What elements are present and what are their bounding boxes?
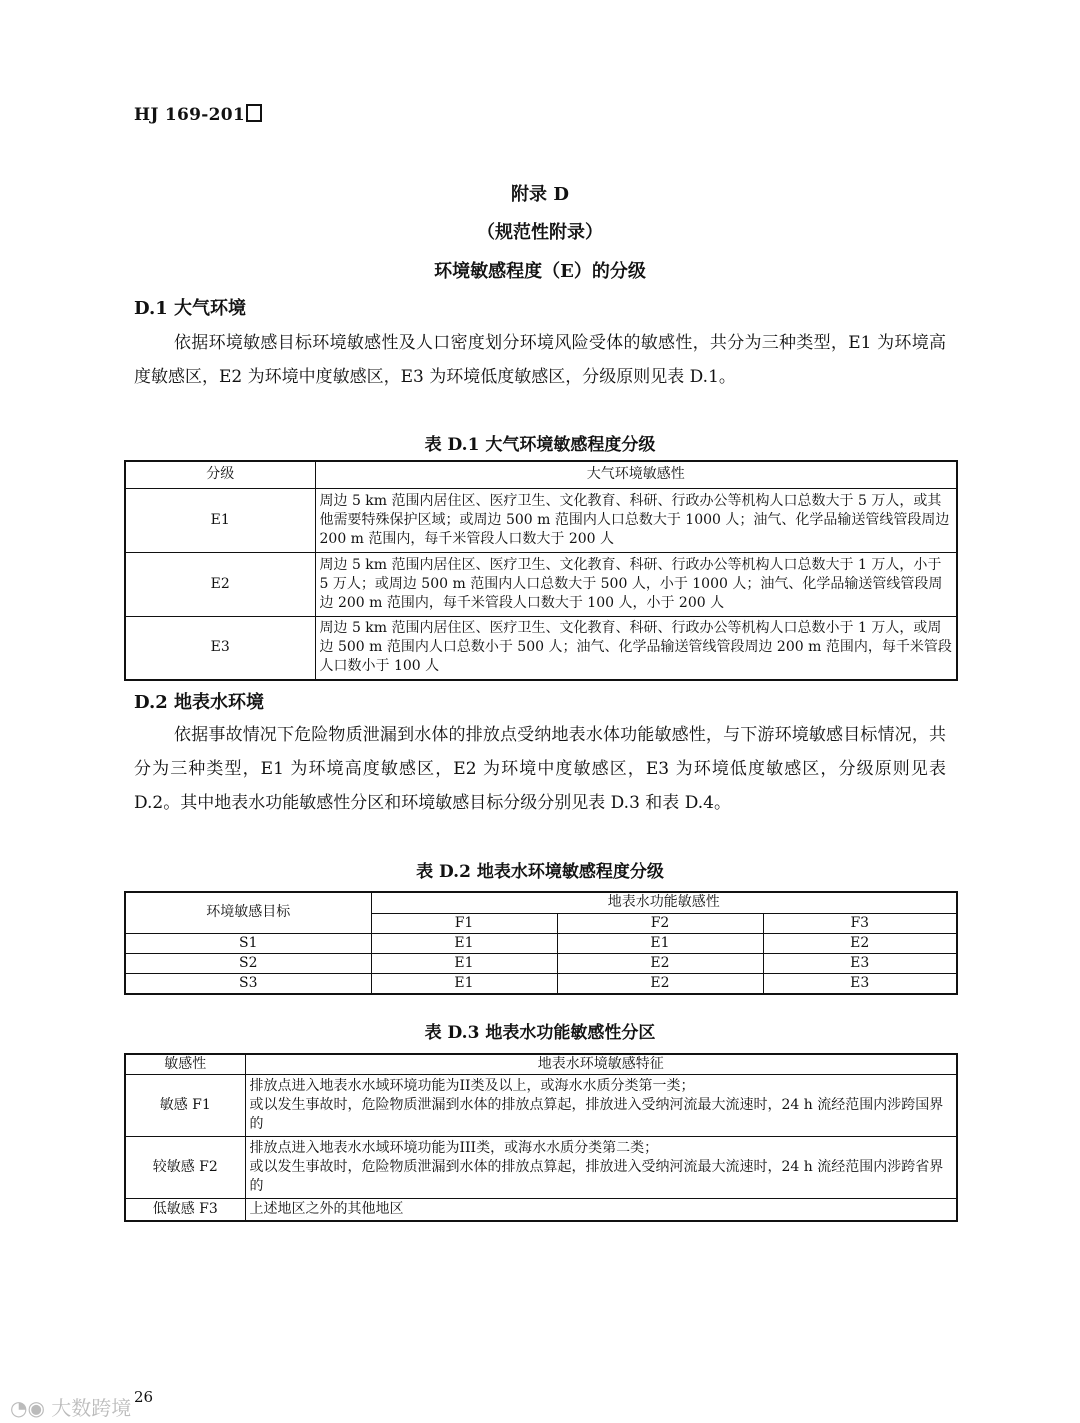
- table-d2-caption: 表 D.2 地表水环境敏感程度分级: [416, 862, 664, 882]
- level-cell: 较敏感 F2: [125, 1137, 245, 1199]
- level-cell: 低敏感 F3: [125, 1199, 245, 1221]
- value-cell: E3: [763, 953, 957, 973]
- row-label: S1: [125, 933, 371, 953]
- table-d1: [124, 460, 958, 681]
- placeholder-box-icon: [246, 104, 262, 122]
- appendix-title: 附录 D: [511, 184, 569, 205]
- appendix-heading: 环境敏感程度（E）的分级: [434, 261, 646, 282]
- value-cell: E1: [371, 953, 557, 973]
- row-header-target: 环境敏感目标: [125, 892, 371, 933]
- value-cell: E1: [371, 973, 557, 994]
- table-d1-caption: 表 D.1 大气环境敏感程度分级: [424, 435, 656, 455]
- table-d3-header-level: 敏感性: [125, 1054, 245, 1075]
- feature-cell: [245, 1199, 957, 1221]
- table-row: [125, 1137, 957, 1199]
- col-header-f2: F2: [557, 913, 763, 933]
- description-cell: 周边 5 km 范围内居住区、医疗卫生、文化教育、科研、行政办公等机构人口总数大于 1 万人，小于 5 万人；或周边 500 m 范围内人口总数大于 500 人，小于 1000 人；油气、化学品输送管线管段周边 200 m 范围内，每千米管段人口数大于 100 人，小于 200 人: [315, 552, 957, 616]
- section-d1-paragraph: 依据环境敏感目标环境敏感性及人口密度划分环境风险受体的敏感性，共分为三种类型，E1 为环境高度敏感区，E2 为环境中度敏感区，E3 为环境低度敏感区，分级原则见表 D.1。: [134, 333, 946, 387]
- table-d3-header-feature: 地表水环境敏感特征: [245, 1054, 957, 1075]
- table-d3: [124, 1053, 958, 1222]
- table-row: [125, 488, 957, 552]
- feature-line: 或以发生事故时，危险物质泄漏到水体的排放点算起，排放进入受纳河流最大流速时，24 h 流经范围内涉跨省界的: [249, 1159, 944, 1194]
- description-cell: 周边 5 km 范围内居住区、医疗卫生、文化教育、科研、行政办公等机构人口总数小于 1 万人，或周边 500 m 范围内人口总数小于 500 人；油气、化学品输送管线管段周边 200 m 范围内，每千米管段人口数小于 100 人: [315, 616, 957, 680]
- value-cell: E1: [371, 933, 557, 953]
- value-cell: E3: [763, 973, 957, 994]
- description-cell: 周边 5 km 范围内居住区、医疗卫生、文化教育、科研、行政办公等机构人口总数大于 5 万人，或其他需要特殊保护区域；或周边 500 m 范围内人口总数大于 1000 人；油气、化学品输送管线管段周边 200 m 范围内，每千米管段人口数大于 200 人: [315, 488, 957, 552]
- document-code: HJ 169-201: [134, 104, 262, 125]
- group-header-function: 地表水功能敏感性: [371, 892, 957, 913]
- grade-cell: E3: [125, 616, 315, 680]
- section-d2-paragraph: 依据事故情况下危险物质泄漏到水体的排放点受纳地表水体功能敏感性，与下游环境敏感目标情况，共分为三种类型，E1 为环境高度敏感区，E2 为环境中度敏感区，E3 为环境低度敏感区，分级原则见表 D.2。其中地表水功能敏感性分区和环境敏感目标分级分别见表 D.3 和表 D.4。: [134, 725, 946, 813]
- table-row: [125, 933, 957, 953]
- feature-cell: [245, 1075, 957, 1137]
- table-row: [125, 953, 957, 973]
- value-cell: E2: [557, 953, 763, 973]
- table-d3-caption: 表 D.3 地表水功能敏感性分区: [424, 1023, 656, 1043]
- row-label: S2: [125, 953, 371, 973]
- value-cell: E2: [557, 973, 763, 994]
- appendix-subtitle: （规范性附录）: [477, 222, 603, 243]
- table-d1-header-sensitivity: 大气环境敏感性: [315, 461, 957, 488]
- row-label: S3: [125, 973, 371, 994]
- feature-cell: [245, 1137, 957, 1199]
- table-d1-header-grade: 分级: [125, 461, 315, 488]
- grade-cell: E1: [125, 488, 315, 552]
- table-row: [125, 973, 957, 994]
- feature-line: 或以发生事故时，危险物质泄漏到水体的排放点算起，排放进入受纳河流最大流速时，24 h 流经范围内涉跨国界的: [249, 1097, 944, 1132]
- table-row: [125, 616, 957, 680]
- level-cell: 敏感 F1: [125, 1075, 245, 1137]
- value-cell: E1: [557, 933, 763, 953]
- table-row: [125, 1199, 957, 1221]
- watermark-logo-icon: ◔◉: [10, 1396, 52, 1420]
- col-header-f3: F3: [763, 913, 957, 933]
- feature-line: 上述地区之外的其他地区: [249, 1200, 404, 1217]
- value-cell: E2: [763, 933, 957, 953]
- feature-line: 排放点进入地表水水域环境功能为II类及以上，或海水水质分类第一类；: [249, 1078, 695, 1094]
- section-d2-title: D.2 地表水环境: [134, 692, 265, 713]
- table-row: [125, 552, 957, 616]
- watermark: ◔◉ 大数跨境: [10, 1396, 132, 1420]
- page-number: 26: [134, 1388, 154, 1406]
- section-d1-title: D.1 大气环境: [134, 298, 247, 319]
- table-row: [125, 1075, 957, 1137]
- table-d2: [124, 891, 958, 995]
- grade-cell: E2: [125, 552, 315, 616]
- feature-line: 排放点进入地表水水域环境功能为III类，或海水水质分类第二类；: [249, 1140, 659, 1156]
- col-header-f1: F1: [371, 913, 557, 933]
